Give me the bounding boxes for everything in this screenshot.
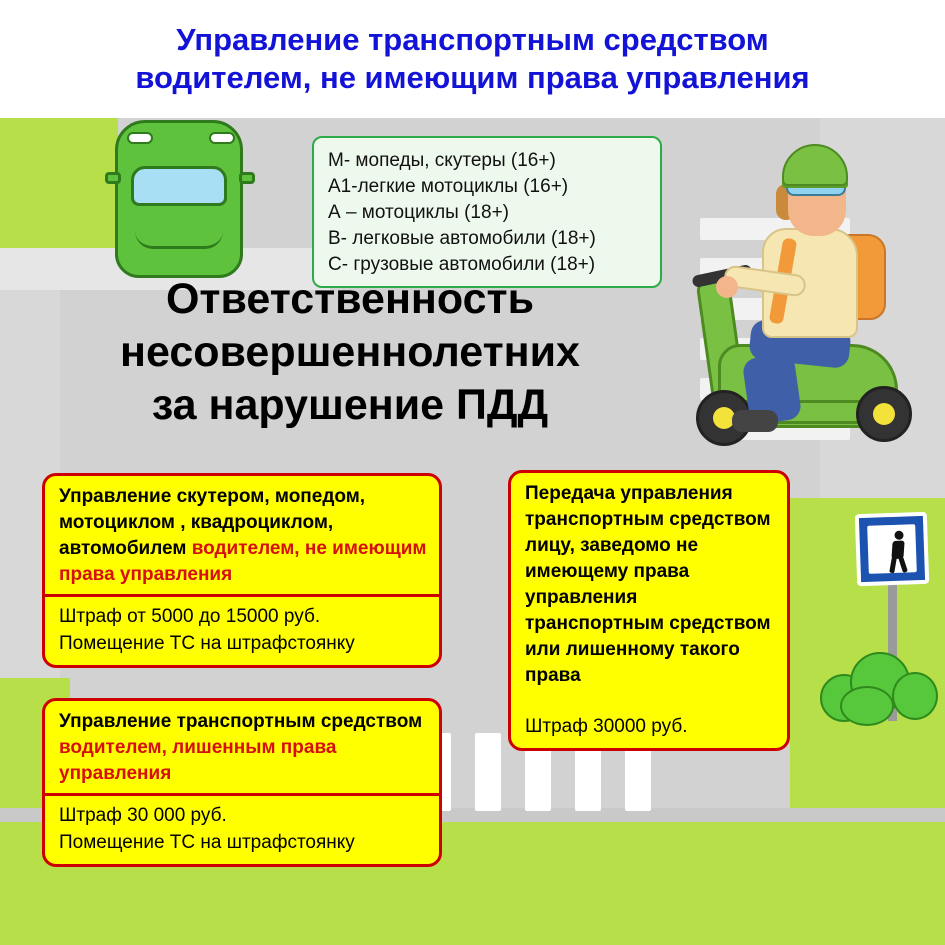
violation-text-highlight: водителем, лишенным права управления (59, 737, 337, 784)
violation-text-plain: Управление скутером, мопедом, мотоциклом , квадроциклом, автомобилем (59, 486, 366, 559)
violation-text-highlight: водителем, не имеющим права управления (59, 538, 427, 585)
category-item-a1: А1-легкие мотоциклы (16+) (328, 176, 569, 197)
violation-card-driving-deprived-license (42, 698, 442, 867)
violation-card-description (45, 476, 439, 592)
green-car-icon (105, 120, 255, 280)
violation-card-driving-without-license (42, 473, 442, 668)
category-item-b: В- легковые автомобили (18+) (328, 228, 596, 249)
category-item-c: С- грузовые автомобили (18+) (328, 254, 596, 275)
illustration-scene (0, 118, 945, 945)
violation-card-penalty (45, 796, 439, 864)
license-categories-box (312, 136, 662, 288)
header-title-line-1: Управление транспортным средством (176, 22, 769, 57)
violation-card-description (45, 701, 439, 791)
scooter-rider-icon (690, 128, 940, 528)
violation-card-description: Передача управления транспортным средством лицу, заведомо не имеющему права управления транспортным средством или лишенному такого права (525, 483, 771, 686)
header-title-line-2: водителем, не имеющим права управления (135, 60, 810, 95)
pedestrian-crossing-sign-icon (855, 512, 929, 586)
page-title-line-3: за нарушение ПДД (151, 381, 549, 429)
poster-header (0, 0, 945, 118)
page-title (0, 273, 700, 432)
violation-text-plain: Управление транспортным средством (59, 711, 423, 732)
violation-card-penalty (45, 597, 439, 665)
violation-card-penalty (511, 699, 787, 748)
category-item-a: А – мотоциклы (18+) (328, 202, 509, 223)
penalty-line-1: Штраф от 5000 до 15000 руб. (59, 606, 321, 627)
page-title-line-1: Ответственность (165, 275, 535, 323)
violation-card-transfer-of-control (508, 470, 790, 751)
bush-icon (820, 648, 940, 728)
penalty-line-2: Помещение ТС на штрафстоянку (59, 633, 355, 654)
grass-patch-top-left (0, 118, 118, 248)
penalty-line-2: Помещение ТС на штрафстоянку (59, 832, 355, 853)
penalty-line-1: Штраф 30000 руб. (525, 716, 688, 737)
zebra-stripe (475, 733, 501, 811)
page-title-line-2: несовершеннолетних (120, 328, 580, 376)
penalty-line-1: Штраф 30 000 руб. (59, 805, 227, 826)
category-item-m: М- мопеды, скутеры (16+) (328, 150, 556, 171)
